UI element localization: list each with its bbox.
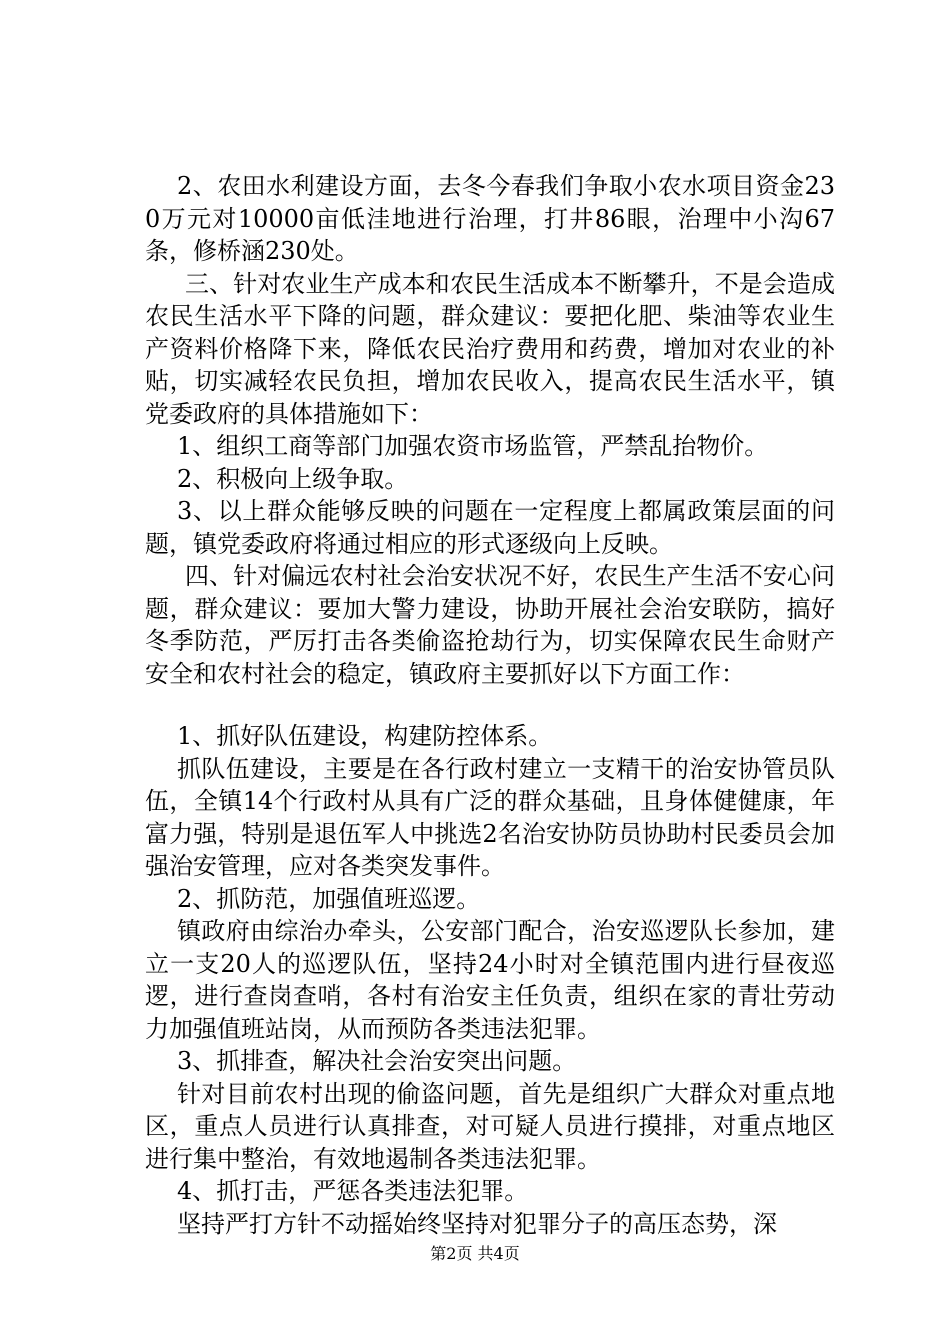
document-body xyxy=(145,170,835,1240)
paragraph-gap xyxy=(145,690,835,720)
paragraph: 1、组织工商等部门加强农资市场监管，严禁乱抬物价。 xyxy=(177,432,769,460)
paragraph: 三、针对农业生产成本和农民生活成本不断攀升，不是会造成农民生活水平下降的问题，群众建议：要把化肥、柴油等农业生产资料价格降下来，降低农民治疗费用和药费，增加对农业的补贴，切实减轻农民负担，增加农民收入，提高农民生活水平，镇党委政府的具体措施如下： xyxy=(145,269,835,428)
paragraph: 针对目前农村出现的偷盗问题，首先是组织广大群众对重点地区，重点人员进行认真排查，对可疑人员进行摸排，对重点地区进行集中整治，有效地遏制各类违法犯罪。 xyxy=(145,1079,835,1173)
paragraph: 2、积极向上级争取。 xyxy=(177,464,409,493)
paragraph: 镇政府由综治办牵头，公安部门配合，治安巡逻队长参加，建立一支20人的巡逻队伍，坚持24小时对全镇范围内进行昼夜巡逻，进行查岗查哨，各村有治安主任负责，组织在家的青壮劳动力加强值班站岗，从而预防各类违法犯罪。 xyxy=(145,917,835,1043)
paragraph: 2、抓防范，加强值班巡逻。 xyxy=(177,884,481,913)
paragraph: 2、农田水利建设方面，去冬今春我们争取小农水项目资金230万元对10000亩低洼地进行治理，打井86眼，治理中小沟67条，修桥涵230处。 xyxy=(145,172,835,265)
paragraph: 3、抓排查，解决社会治安突出问题。 xyxy=(177,1047,577,1075)
paragraph: 抓队伍建设，主要是在各行政村建立一支精干的治安协管员队伍，全镇14个行政村从具有广泛的群众基础，且身体健健康，年富力强，特别是退伍军人中挑选2名治安协防员协助村民委员会加强治安管理，应对各类突发事件。 xyxy=(145,754,835,880)
paragraph: 3、以上群众能够反映的问题在一定程度上都属政策层面的问题，镇党委政府将通过相应的形式逐级向上反映。 xyxy=(145,497,835,558)
paragraph: 坚持严打方针不动摇始终坚持对犯罪分子的高压态势，深 xyxy=(177,1209,777,1238)
paragraph: 四、针对偏远农村社会治安状况不好，农民生产生活不安心问题，群众建议：要加大警力建设，协助开展社会治安联防，搞好冬季防范，严厉打击各类偷盗抢劫行为，切实保障农民生命财产安全和农村社会的稳定，镇政府主要抓好以下方面工作： xyxy=(145,562,835,688)
paragraph: 4、抓打击，严惩各类违法犯罪。 xyxy=(177,1177,529,1205)
page-number-footer: 第2页 共4页 xyxy=(430,1244,520,1263)
paragraph: 1、抓好队伍建设，构建防控体系。 xyxy=(177,722,553,750)
